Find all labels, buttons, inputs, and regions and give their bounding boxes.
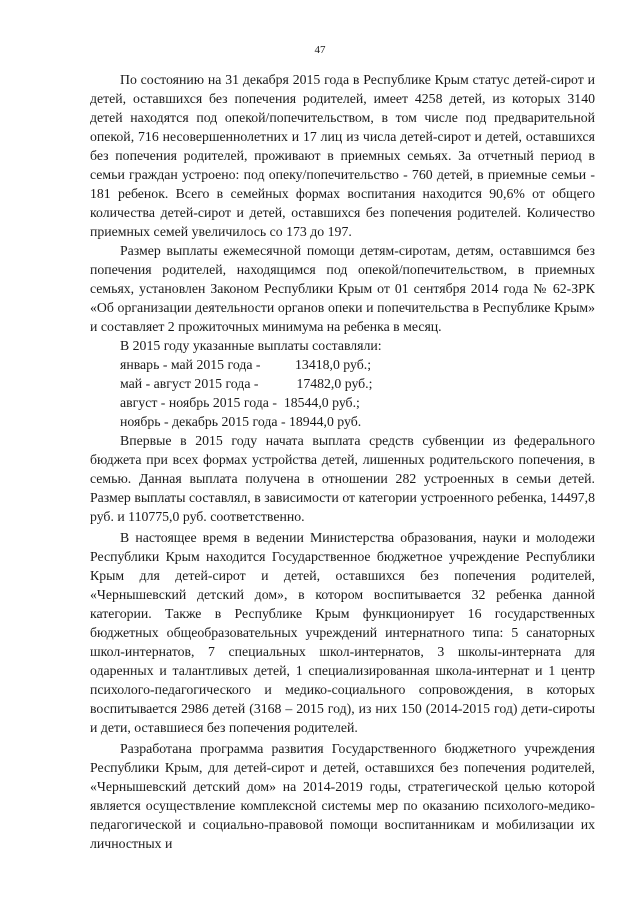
payment-amount: 18944,0 руб. xyxy=(289,414,362,429)
list-item xyxy=(90,374,595,393)
payment-period: ноябрь - декабрь 2015 года - xyxy=(120,414,286,429)
list-item xyxy=(90,355,595,374)
paragraph-development-program: Разработана программа развития Государственного бюджетного учреждения Республики Крым, для детей-сирот и детей, оставшихся без попечения родителей, «Чернышевский детский дом» на 2014-2019 годы, стратегической целью которой является осуществление комплексной системы мер по оказанию психолого-медико-педагогической и социально-правовой помощи воспитанникам и мобилизации их личностных и xyxy=(90,741,595,851)
page-number: 47 xyxy=(314,44,326,56)
payments-list xyxy=(90,355,595,431)
list-item xyxy=(90,412,595,431)
payment-period: май - август 2015 года - xyxy=(120,376,259,391)
payment-amount: 18544,0 руб.; xyxy=(283,395,360,410)
paragraph-payments-intro: В 2015 году указанные выплаты составляли: xyxy=(120,338,382,353)
payment-amount: 13418,0 руб.; xyxy=(295,357,372,372)
paragraph-federal-subvention: Впервые в 2015 году начата выплата средств субвенции из федерального бюджета при всех формах устройства детей, лишенных родительского попечения, в семью. Данная выплата получена в отношении 282 устроенных в семьи детей. Размер выплаты составлял, в зависимости от категории устроенного ребенка, 14497,8 руб. и 110775,0 руб. соответственно. xyxy=(90,433,595,524)
paragraph-institutions: В настоящее время в ведении Министерства образования, науки и молодежи Республики Крым находится Государственное бюджетное учреждение Республики Крым для детей-сирот и детей, оставшихся без попечения родителей, «Чернышевский детский дом», в котором воспитывается 32 ребенка данной категории. Также в Республике Крым функционирует 16 государственных бюджетных общеобразовательных учреждений интернатного типа: 5 санаторных школ-интернатов, 7 специальных школ-интернатов, 3 школы-интерната для одаренных и талантливых детей, 1 специализированная школа-интернат и 1 центр психолого-педагогического и медико-социального сопровождения, в которых воспитывается 2986 детей (3168 – 2015 год), из них 150 (2014-2015 год) дети-сироты и дети, оставшиеся без попечения родителей. xyxy=(90,530,595,735)
payment-amount: 17482,0 руб.; xyxy=(296,376,373,391)
list-item xyxy=(90,393,595,412)
payment-period: август - ноябрь 2015 года - xyxy=(120,395,277,410)
document-body xyxy=(90,70,595,853)
paragraph-payment-size: Размер выплаты ежемесячной помощи детям-сиротам, детям, оставшимся без попечения родителей, находящимся под опекой/попечительством, в приемных семьях, установлен Законом Республики Крым от 01 сентября 2014 года № 62-ЗРК «Об организации деятельности органов опеки и попечительства в Республике Крым» и составляет 2 прожиточных минимума на ребенка в месяц. xyxy=(90,243,595,334)
payment-period: январь - май 2015 года - xyxy=(120,357,261,372)
paragraph-status-summary: По состоянию на 31 декабря 2015 года в Республике Крым статус детей-сирот и детей, оставшихся без попечения родителей, имеет 4258 детей, из которых 3140 детей находятся под опекой/попечительством, в том числе под предварительной опекой, 716 несовершеннолетних и 17 лиц из числа детей-сирот и детей, оставшихся без попечения родителей, проживают в приемных семьях. За отчетный период в семьи граждан устроено: под опеку/попечительство - 760 детей, в приемные семьи - 181 ребенок. Всего в семейных формах воспитания находится 90,6% от общего количества детей-сирот и детей, оставшихся без попечения родителей. Количество приемных семей увеличилось со 173 до 197. xyxy=(90,72,595,239)
